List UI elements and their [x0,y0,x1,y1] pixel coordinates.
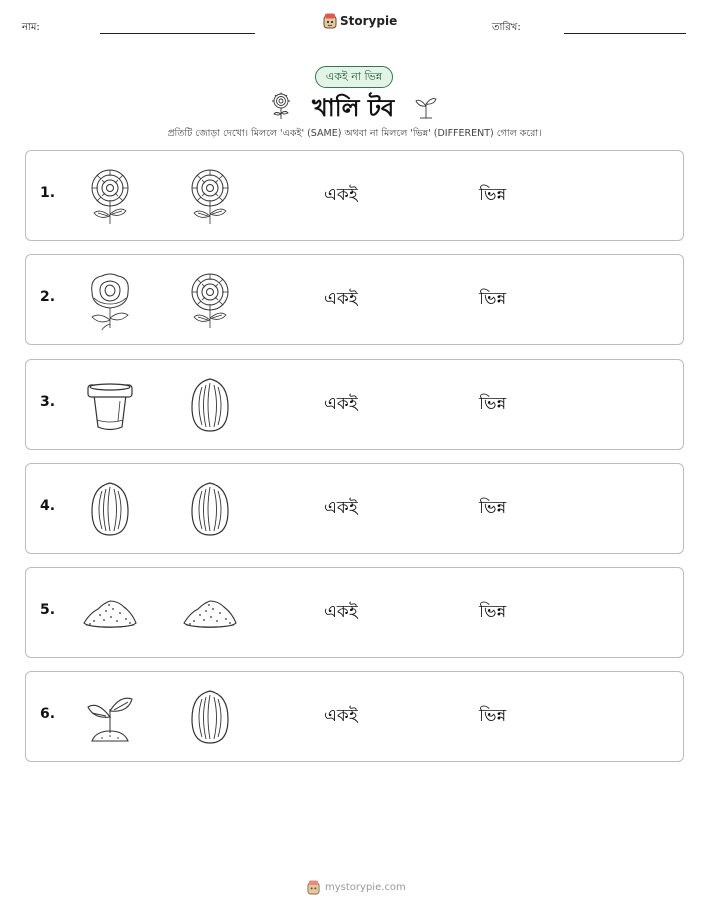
question-number: 5. [40,602,56,618]
question-row-1 [25,150,684,241]
storypie-mascot-icon [323,13,337,29]
chrysanthemum-flower-icon [80,166,140,226]
same-option[interactable]: একই [324,602,358,622]
same-option[interactable]: একই [324,394,358,414]
chrysanthemum-flower-icon [180,166,240,226]
flower-icon [269,92,293,120]
same-option[interactable]: একই [324,498,358,518]
sprout-icon [80,687,140,747]
question-number: 4. [40,498,56,514]
soil-pile-icon [180,583,240,643]
name-label: নাম: [22,22,40,33]
storypie-mascot-icon [307,880,320,895]
soil-pile-icon [80,583,140,643]
seed-icon [80,479,140,539]
date-field-line[interactable] [564,33,686,34]
activity-badge: একই না ভিন্ন [315,66,393,88]
flower-pot-icon [80,375,140,435]
name-field-line[interactable] [100,33,255,34]
worksheet-title: খালি টব [312,94,395,122]
worksheet-header [0,0,709,40]
question-row-4 [25,463,684,554]
question-row-2 [25,254,684,345]
date-label: তারিখ: [492,22,521,33]
different-option[interactable]: ভিন্ন [479,394,507,414]
brand-logo [323,13,397,29]
question-number: 2. [40,289,56,305]
question-number: 1. [40,185,56,201]
seed-icon [180,375,240,435]
brand-name: Storypie [340,14,398,28]
seed-icon [180,687,240,747]
question-number: 3. [40,394,56,410]
seed-icon [180,479,240,539]
question-row-5 [25,567,684,658]
same-option[interactable]: একই [324,185,358,205]
different-option[interactable]: ভিন্ন [479,498,507,518]
different-option[interactable]: ভিন্ন [479,185,507,205]
chrysanthemum-flower-icon [180,270,240,330]
different-option[interactable]: ভিন্ন [479,706,507,726]
title-row [0,90,709,124]
footer-site[interactable]: mystorypie.com [325,882,406,893]
same-option[interactable]: একই [324,289,358,309]
sprout-icon [414,94,438,120]
question-row-6 [25,671,684,762]
footer [307,880,406,895]
different-option[interactable]: ভিন্ন [479,289,507,309]
different-option[interactable]: ভিন্ন [479,602,507,622]
instruction-text: প্রতিটি জোড়া দেখো। মিললে 'একই' (SAME) অথবা না মিললে 'ভিন্ন' (DIFFERENT) গোল করো। [167,128,542,139]
question-number: 6. [40,706,56,722]
same-option[interactable]: একই [324,706,358,726]
rose-flower-icon [80,270,140,330]
question-row-3 [25,359,684,450]
